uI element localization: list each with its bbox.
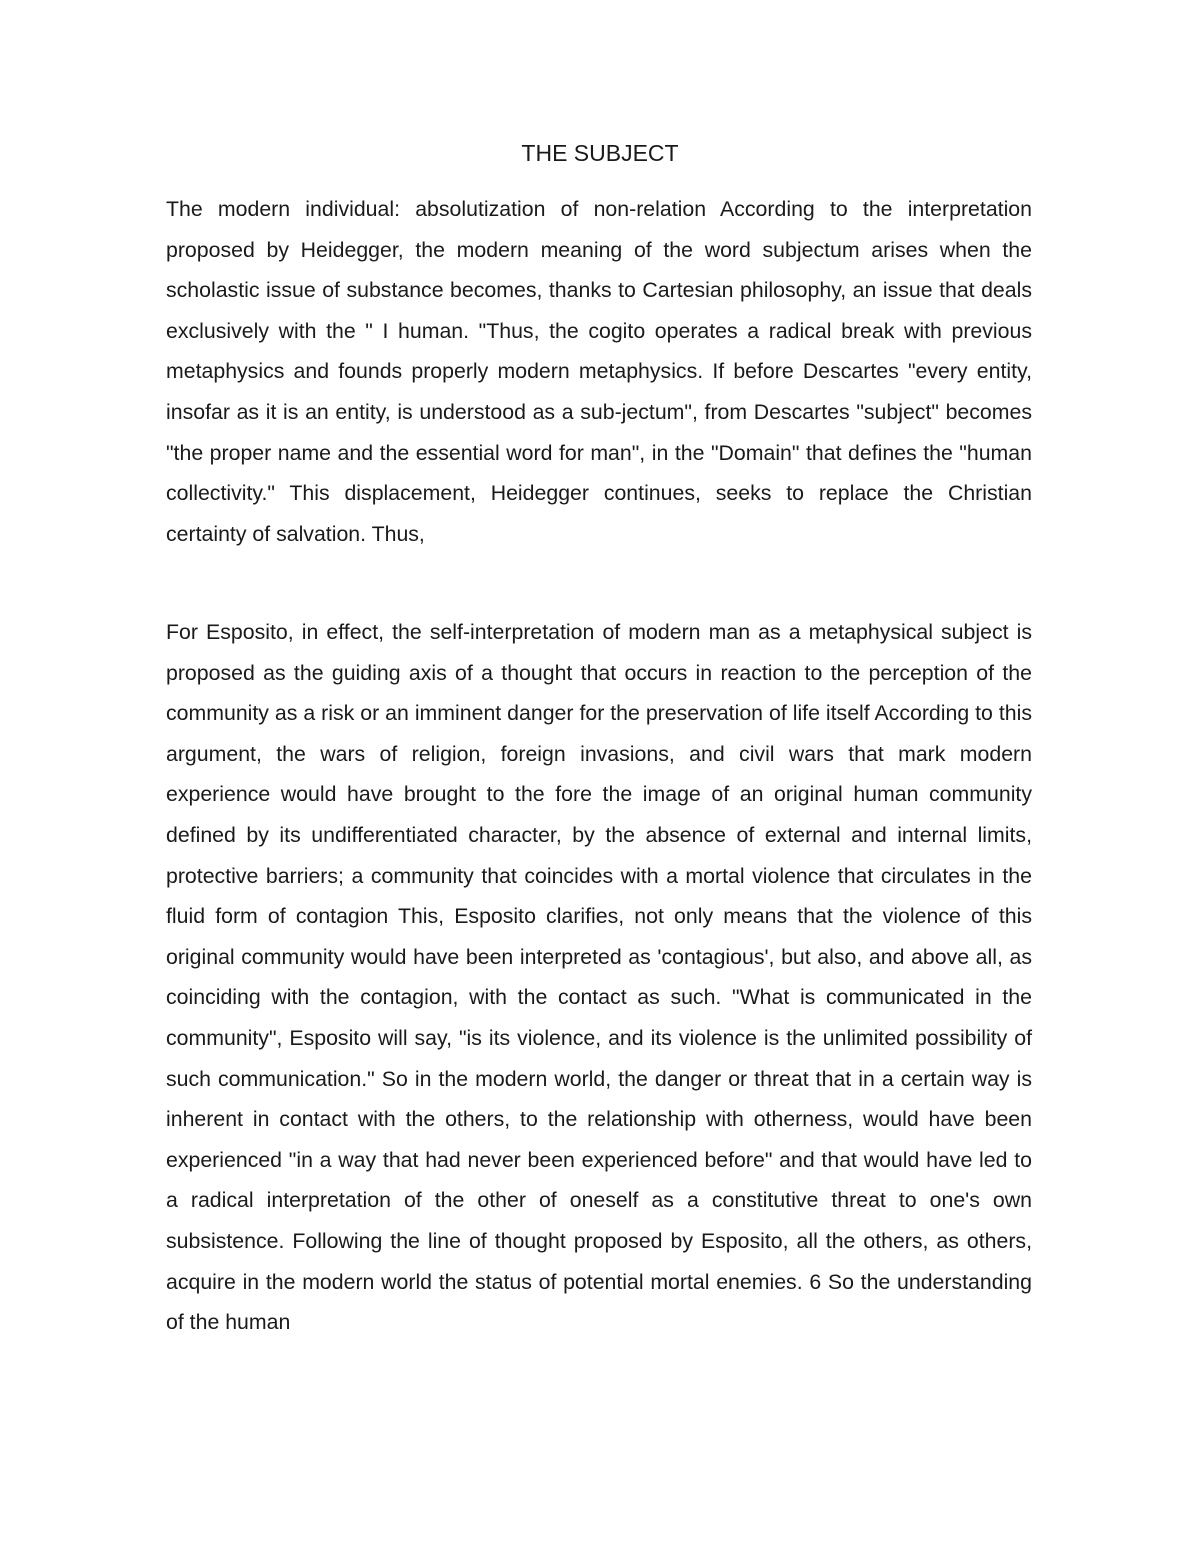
paragraph-2: For Esposito, in effect, the self-interpretation of modern man as a metaphysical subject is proposed as the guiding axis of a thought that occurs in reaction to the perception of the community as a risk or an imminent danger for the preservation of life itself According to this argument, the wars of religion, foreign invasions, and civil wars that mark modern experience would have brought to the fore the image of an original human community defined by its undifferentiated character, by the absence of external and internal limits, protective barriers; a community that coincides with a mortal violence that circulates in the fluid form of contagion This, Esposito clarifies, not only means that the violence of this original community would have been interpreted as 'contagious', but also, and above all, as coinciding with the contagion, with the contact as such. "What is communicated in the community", Esposito will say, "is its violence, and its violence is the unlimited possibility of such communication." So in the modern world, the danger or threat that in a certain way is inherent in contact with the others, to the relationship with otherness, would have been experienced "in a way that had never been experienced before" and that would have led to a radical interpretation of the other of oneself as a constitutive threat to one's own subsistence. Following the line of thought proposed by Esposito, all the others, as others, acquire in the modern world the status of potential mortal enemies. 6 So the understanding of the human	[166, 620, 1032, 1335]
document-title: THE SUBJECT	[521, 140, 679, 166]
paragraph-1: The modern individual: absolutization of non-relation According to the interpretation proposed by Heidegger, the modern meaning of the word subjectum arises when the scholastic issue of substance becomes, thanks to Cartesian philosophy, an issue that deals exclusively with the " I human. "Thus, the cogito operates a radical break with previous metaphysics and founds properly modern metaphysics. If before Descartes "every entity, insofar as it is an entity, is understood as a sub-jectum", from Descartes "subject" becomes "the proper name and the essential word for man", in the "Domain" that defines the "human collectivity." This displacement, Heidegger continues, seeks to replace the Christian certainty of salvation. Thus,	[166, 197, 1032, 546]
